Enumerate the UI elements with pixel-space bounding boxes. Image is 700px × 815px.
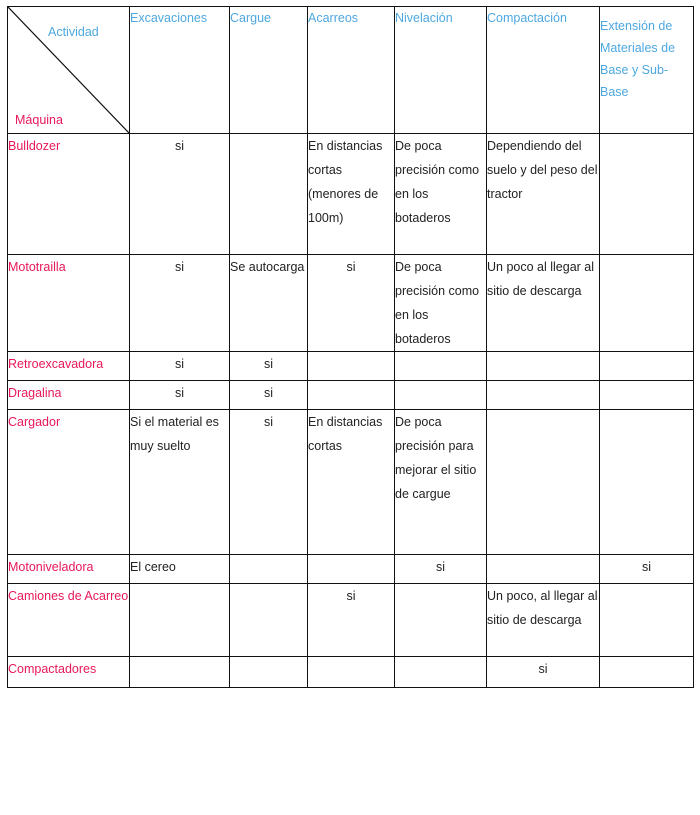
- table-cell: si: [600, 555, 694, 584]
- table-row: [8, 381, 694, 410]
- table-cell: [395, 584, 487, 657]
- table-cell: Dependiendo del suelo y del peso del tractor: [487, 134, 600, 255]
- table-cell: [395, 381, 487, 410]
- table-cell: [487, 352, 600, 381]
- table-cell: En distancias cortas (menores de 100m): [308, 134, 395, 255]
- machine-label: Bulldozer: [8, 134, 130, 255]
- table-cell: [130, 657, 230, 688]
- machine-label: Retroexcavadora: [8, 352, 130, 381]
- table-cell: De poca precisión para mejorar el sitio de cargue: [395, 410, 487, 555]
- table-cell: [230, 584, 308, 657]
- table-cell: [600, 381, 694, 410]
- table-cell: [230, 134, 308, 255]
- table-cell: [487, 555, 600, 584]
- table-row: [8, 555, 694, 584]
- table-cell: [600, 657, 694, 688]
- table-cell: De poca precisión como en los botaderos: [395, 134, 487, 255]
- table-cell: si: [130, 134, 230, 255]
- table-cell: [308, 657, 395, 688]
- table-cell: Si el material es muy suelto: [130, 410, 230, 555]
- table-cell: En distancias cortas: [308, 410, 395, 555]
- table-cell: [130, 584, 230, 657]
- header-compactacion: Compactación: [487, 7, 600, 134]
- table-cell: si: [130, 255, 230, 352]
- header-acarreos: Acarreos: [308, 7, 395, 134]
- corner-activity-label: Actividad: [48, 25, 99, 39]
- table-row: [8, 584, 694, 657]
- table-cell: [487, 381, 600, 410]
- table-cell: si: [487, 657, 600, 688]
- table-cell: si: [308, 255, 395, 352]
- header-row: [8, 7, 694, 134]
- table-cell: El cereo: [130, 555, 230, 584]
- table-cell: si: [308, 584, 395, 657]
- table-row: [8, 410, 694, 555]
- corner-machine-label: Máquina: [15, 113, 63, 127]
- machine-label: Mototrailla: [8, 255, 130, 352]
- table-cell: [395, 352, 487, 381]
- machine-label: Compactadores: [8, 657, 130, 688]
- table-row: [8, 352, 694, 381]
- table-cell: [600, 410, 694, 555]
- table-cell: [600, 584, 694, 657]
- table-cell: Un poco al llegar al sitio de descarga: [487, 255, 600, 352]
- table-cell: [308, 555, 395, 584]
- table-cell: [600, 134, 694, 255]
- table-cell: si: [230, 410, 308, 555]
- activity-machine-table: [7, 6, 694, 688]
- table-cell: [230, 657, 308, 688]
- table-cell: [395, 657, 487, 688]
- machine-label: Cargador: [8, 410, 130, 555]
- table-cell: si: [230, 381, 308, 410]
- machine-label: Motoniveladora: [8, 555, 130, 584]
- table-cell: si: [130, 381, 230, 410]
- table-cell: [308, 352, 395, 381]
- table-cell: si: [230, 352, 308, 381]
- machine-label: Camiones de Acarreo: [8, 584, 130, 657]
- machine-label: Dragalina: [8, 381, 130, 410]
- table-row: [8, 255, 694, 352]
- table-cell: [600, 352, 694, 381]
- table-row: [8, 134, 694, 255]
- table-cell: [487, 410, 600, 555]
- table-cell: Se autocarga: [230, 255, 308, 352]
- table-cell: si: [395, 555, 487, 584]
- table-cell: De poca precisión como en los botaderos: [395, 255, 487, 352]
- corner-header: [8, 7, 130, 134]
- table-row: [8, 657, 694, 688]
- table-cell: [600, 255, 694, 352]
- header-cargue: Cargue: [230, 7, 308, 134]
- table-cell: Un poco, al llegar al sitio de descarga: [487, 584, 600, 657]
- table-cell: si: [130, 352, 230, 381]
- header-extension: Extensión de Materiales de Base y Sub-Base: [600, 7, 694, 134]
- table-cell: [230, 555, 308, 584]
- header-excavaciones: Excavaciones: [130, 7, 230, 134]
- table-cell: [308, 381, 395, 410]
- header-nivelacion: Nivelación: [395, 7, 487, 134]
